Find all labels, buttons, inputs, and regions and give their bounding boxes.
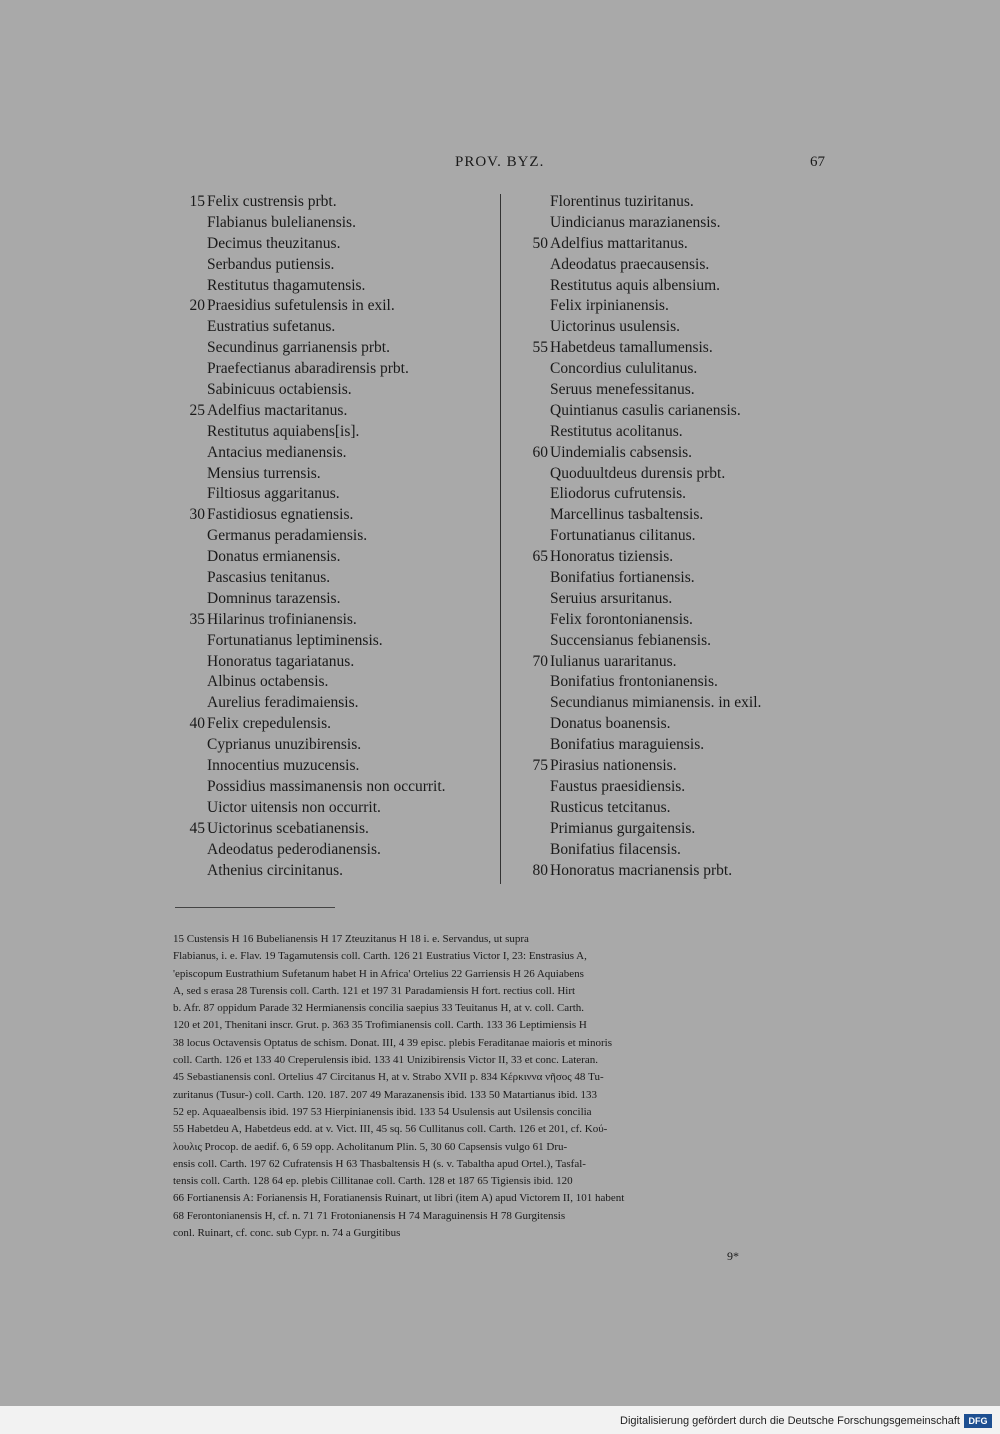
- entry-text: Decimus theuzitanus.: [207, 234, 341, 252]
- footnote-line: 55 Habetdeu A, Habetdeus edd. at v. Vict. III, 45 sq. 56 Cullitanus coll. Carth. 126 et 201, cf. Κού-: [173, 1123, 608, 1136]
- entry-text: Fastidiosus egnatiensis.: [207, 506, 354, 524]
- entry-line: [518, 234, 818, 255]
- entry-text: Albinus octabensis.: [207, 673, 329, 691]
- entry-line: [175, 234, 495, 255]
- entry-line: [175, 359, 495, 380]
- entry-line: [175, 484, 495, 505]
- entry-line: [175, 213, 495, 234]
- left-column: [175, 192, 495, 881]
- entry-line: [175, 777, 495, 798]
- entry-line: [175, 255, 495, 276]
- entry-line: [518, 338, 818, 359]
- entry-text: Faustus praesidiensis.: [550, 777, 686, 795]
- entry-text: Adelfius mattaritanus.: [550, 234, 688, 252]
- footnote-line: 45 Sebastianensis conl. Ortelius 47 Circitanus H, at v. Strabo XVII p. 834 Κέρκιννα νῆσος 48 Tu-: [173, 1071, 604, 1084]
- footnote-line: λουλις Procop. de aedif. 6, 6 59 opp. Acholitanum Plin. 5, 30 60 Capsensis vulgo 61 Dru-: [173, 1140, 568, 1153]
- entry-text: Restitutus aquiabens[is].: [207, 422, 360, 440]
- footnote-line: 52 ep. Aquaealbensis ibid. 197 53 Hierpinianensis ibid. 133 54 Usulensis aut Usilensis concilia: [173, 1105, 592, 1118]
- entry-line: [175, 422, 495, 443]
- entry-text: Fortunatianus leptiminensis.: [207, 631, 383, 649]
- entry-line: [175, 861, 495, 882]
- line-number: 50: [532, 234, 548, 252]
- dfg-logo: DFG: [964, 1414, 992, 1428]
- entry-text: Honoratus tiziensis.: [550, 548, 674, 566]
- entry-line: [175, 735, 495, 756]
- entry-text: Secundianus mimianensis. in exil.: [550, 694, 762, 712]
- entry-line: [518, 443, 818, 464]
- entry-line: [518, 296, 818, 317]
- entry-text: Quintianus casulis carianensis.: [550, 401, 741, 419]
- entry-line: [518, 568, 818, 589]
- entry-line: [518, 672, 818, 693]
- entry-text: Aurelius feradimaiensis.: [207, 694, 359, 712]
- running-head: PROV. BYZ.: [455, 154, 545, 170]
- footnote-line: ensis coll. Carth. 197 62 Cufratensis H 63 Thasbaltensis H (s. v. Tabaltha apud Ortel.), Tasfal-: [173, 1157, 586, 1170]
- footnote-line: 38 locus Octavensis Optatus de schism. Donat. III, 4 39 episc. plebis Feraditanae maioris et minoris: [173, 1036, 612, 1049]
- entry-line: [175, 380, 495, 401]
- entry-line: [175, 610, 495, 631]
- entry-text: Honoratus tagariatanus.: [207, 652, 355, 670]
- entry-line: [175, 526, 495, 547]
- entry-text: Antacius medianensis.: [207, 443, 347, 461]
- entry-line: [518, 505, 818, 526]
- footnote-line: 66 Fortianensis A: Forianensis H, Foratianensis Ruinart, ut libri (item A) apud Victorem II, 101 habent: [173, 1192, 625, 1205]
- entry-line: [518, 317, 818, 338]
- line-number: 40: [189, 715, 205, 733]
- entry-line: [518, 589, 818, 610]
- entry-line: [518, 547, 818, 568]
- entry-line: [518, 735, 818, 756]
- entry-text: Restitutus acolitanus.: [550, 422, 683, 440]
- entry-text: Adeodatus pederodianensis.: [207, 840, 381, 858]
- entry-line: [518, 777, 818, 798]
- footnote-line: 120 et 201, Thenitani inscr. Grut. p. 363 35 Trofimianensis coll. Carth. 133 36 Leptimiensis H: [173, 1019, 587, 1032]
- entry-line: [175, 401, 495, 422]
- footnote-line: 68 Ferontonianensis H, cf. n. 71 71 Frotonianensis H 74 Maraguinensis H 78 Gurgitensis: [173, 1209, 566, 1222]
- entry-line: [175, 192, 495, 213]
- entry-text: Marcellinus tasbaltensis.: [550, 506, 704, 524]
- entry-line: [175, 276, 495, 297]
- entry-line: [518, 610, 818, 631]
- entry-text: Primianus gurgaitensis.: [550, 819, 696, 837]
- entry-line: [518, 652, 818, 673]
- entry-line: [518, 631, 818, 652]
- footnote-line: tensis coll. Carth. 128 64 ep. plebis Cillitanae coll. Carth. 128 et 187 65 Tigiensis ibid. 120: [173, 1175, 573, 1188]
- entry-text: Bonifatius fortianensis.: [550, 569, 695, 587]
- entry-line: [518, 380, 818, 401]
- entry-line: [175, 505, 495, 526]
- entry-text: Filtiosus aggaritanus.: [207, 485, 340, 503]
- entry-text: Felix crepedulensis.: [207, 715, 331, 733]
- entry-text: Adelfius mactaritanus.: [207, 401, 348, 419]
- entry-text: Bonifatius frontonianensis.: [550, 673, 718, 691]
- entry-line: [175, 819, 495, 840]
- entry-text: Quoduultdeus durensis prbt.: [550, 464, 726, 482]
- entry-text: Habetdeus tamallumensis.: [550, 339, 713, 357]
- entry-text: Bonifatius maraguiensis.: [550, 736, 705, 754]
- entry-text: Honoratus macrianensis prbt.: [550, 861, 733, 879]
- footer-bar: [0, 1406, 1000, 1434]
- entry-line: [175, 756, 495, 777]
- entry-line: [175, 589, 495, 610]
- entry-line: [518, 714, 818, 735]
- footnote-line: zuritanus (Tusur-) coll. Carth. 120. 187. 207 49 Marazanensis ibid. 133 50 Matartianus ibid. 133: [173, 1088, 598, 1101]
- line-number: 65: [532, 548, 548, 566]
- entry-line: [518, 213, 818, 234]
- entry-line: [518, 484, 818, 505]
- entry-text: Eustratius sufetanus.: [207, 318, 336, 336]
- entry-text: Felix forontonianensis.: [550, 610, 693, 628]
- entry-line: [175, 714, 495, 735]
- entry-text: Uindemialis cabsensis.: [550, 443, 693, 461]
- line-number: 75: [532, 757, 548, 775]
- entry-line: [175, 693, 495, 714]
- footnotes: [173, 931, 813, 1242]
- entry-line: [518, 756, 818, 777]
- entry-text: Adeodatus praecausensis.: [550, 255, 710, 273]
- entry-text: Concordius cululitanus.: [550, 360, 698, 378]
- entry-text: Iulianus uararitanus.: [550, 652, 677, 670]
- entry-text: Fortunatianus cilitanus.: [550, 527, 696, 545]
- entry-line: [518, 840, 818, 861]
- entry-text: Restitutus aquis albensium.: [550, 276, 721, 294]
- footnote-line: conl. Ruinart, cf. conc. sub Cypr. n. 74 a Gurgitibus: [173, 1227, 401, 1240]
- line-number: 80: [532, 861, 548, 879]
- entry-line: [518, 464, 818, 485]
- entry-line: [518, 861, 818, 882]
- entry-line: [518, 798, 818, 819]
- entry-line: [175, 568, 495, 589]
- entry-text: Felix irpinianensis.: [550, 297, 669, 315]
- line-number: 60: [532, 443, 548, 461]
- entry-text: Restitutus thagamutensis.: [207, 276, 366, 294]
- entry-line: [175, 672, 495, 693]
- entry-line: [518, 255, 818, 276]
- entry-text: Athenius circinitanus.: [207, 861, 344, 879]
- entry-text: Domninus tarazensis.: [207, 589, 341, 607]
- footnote-line: b. Afr. 87 oppidum Parade 32 Hermianensis concilia saepius 33 Teuitanus H, at v. coll. Carth.: [173, 1002, 585, 1015]
- entry-line: [518, 276, 818, 297]
- entry-line: [518, 422, 818, 443]
- entry-text: Cyprianus unuzibirensis.: [207, 736, 362, 754]
- line-number: 70: [532, 652, 548, 670]
- entry-text: Pascasius tenitanus.: [207, 569, 331, 587]
- line-number: 30: [189, 506, 205, 524]
- entry-line: [175, 798, 495, 819]
- entry-text: Mensius turrensis.: [207, 464, 321, 482]
- entry-text: Praesidius sufetulensis in exil.: [207, 297, 395, 315]
- entry-text: Possidius massimanensis non occurrit.: [207, 777, 446, 795]
- entry-text: Donatus boanensis.: [550, 715, 671, 733]
- footnote-line: 'episcopum Eustrathium Sufetanum habet H in Africa' Ortelius 22 Garriensis H 26 Aquiabens: [173, 967, 584, 980]
- entry-text: Seruius arsuritanus.: [550, 589, 673, 607]
- entry-line: [175, 652, 495, 673]
- line-number: 45: [189, 819, 205, 837]
- entry-text: Germanus peradamiensis.: [207, 527, 368, 545]
- entry-text: Seruus menefessitanus.: [550, 381, 695, 399]
- entry-text: Serbandus putiensis.: [207, 255, 335, 273]
- entry-line: [518, 359, 818, 380]
- line-number: 35: [189, 610, 205, 628]
- line-number: 15: [189, 193, 205, 210]
- line-number: 55: [532, 339, 548, 357]
- footnote-rule: [175, 907, 335, 908]
- entry-text: Florentinus tuziritanus.: [550, 193, 694, 210]
- entry-line: [175, 840, 495, 861]
- entry-line: [175, 547, 495, 568]
- footnote-line: coll. Carth. 126 et 133 40 Creperulensis ibid. 133 41 Unizibirensis Victor II, 33 et conc. Lateran.: [173, 1054, 598, 1067]
- entry-text: Secundinus garrianensis prbt.: [207, 339, 390, 357]
- entry-text: Pirasius nationensis.: [550, 757, 677, 775]
- entry-text: Hilarinus trofinianensis.: [207, 610, 357, 628]
- entry-line: [518, 401, 818, 422]
- entry-line: [518, 693, 818, 714]
- entry-text: Rusticus tetcitanus.: [550, 798, 671, 816]
- signature-mark: 9*: [727, 1249, 739, 1263]
- page-number: 67: [810, 154, 825, 170]
- entry-text: Sabinicuus octabiensis.: [207, 381, 352, 399]
- column-divider: [500, 194, 501, 884]
- entry-line: [175, 338, 495, 359]
- entry-line: [175, 317, 495, 338]
- footnote-line: A, sed s erasa 28 Turensis coll. Carth. 121 et 197 31 Paradamiensis H fort. rectius coll. Hirt: [173, 984, 576, 997]
- entry-text: Uictorinus usulensis.: [550, 318, 681, 336]
- entry-text: Innocentius muzucensis.: [207, 757, 360, 775]
- right-column: [518, 192, 818, 881]
- entry-line: [175, 443, 495, 464]
- entry-line: [518, 819, 818, 840]
- line-number: 25: [189, 401, 205, 419]
- entry-line: [518, 526, 818, 547]
- entry-text: Bonifatius filacensis.: [550, 840, 681, 858]
- entry-text: Felix custrensis prbt.: [207, 193, 337, 210]
- footnote-line: 15 Custensis H 16 Bubelianensis H 17 Zteuzitanus H 18 i. e. Servandus, ut supra: [173, 933, 529, 945]
- line-number: 20: [189, 297, 205, 315]
- entry-text: Uindicianus marazianensis.: [550, 213, 721, 231]
- entry-text: Flabianus bulelianensis.: [207, 213, 356, 231]
- entry-text: Eliodorus cufrutensis.: [550, 485, 687, 503]
- entry-text: Uictorinus scebatianensis.: [207, 819, 369, 837]
- funding-notice: Digitalisierung gefördert durch die Deutsche Forschungsgemeinschaft: [620, 1415, 960, 1427]
- entry-line: [175, 631, 495, 652]
- entry-line: [518, 192, 818, 213]
- entry-text: Praefectianus abaradirensis prbt.: [207, 360, 409, 378]
- entry-line: [175, 296, 495, 317]
- entry-text: Uictor uitensis non occurrit.: [207, 798, 381, 816]
- entry-text: Succensianus febianensis.: [550, 631, 711, 649]
- entry-text: Donatus ermianensis.: [207, 548, 341, 566]
- entry-line: [175, 464, 495, 485]
- footnote-line: Flabianus, i. e. Flav. 19 Tagamutensis coll. Carth. 126 21 Eustratius Victor I, 23: Enstrasius A,: [173, 950, 587, 963]
